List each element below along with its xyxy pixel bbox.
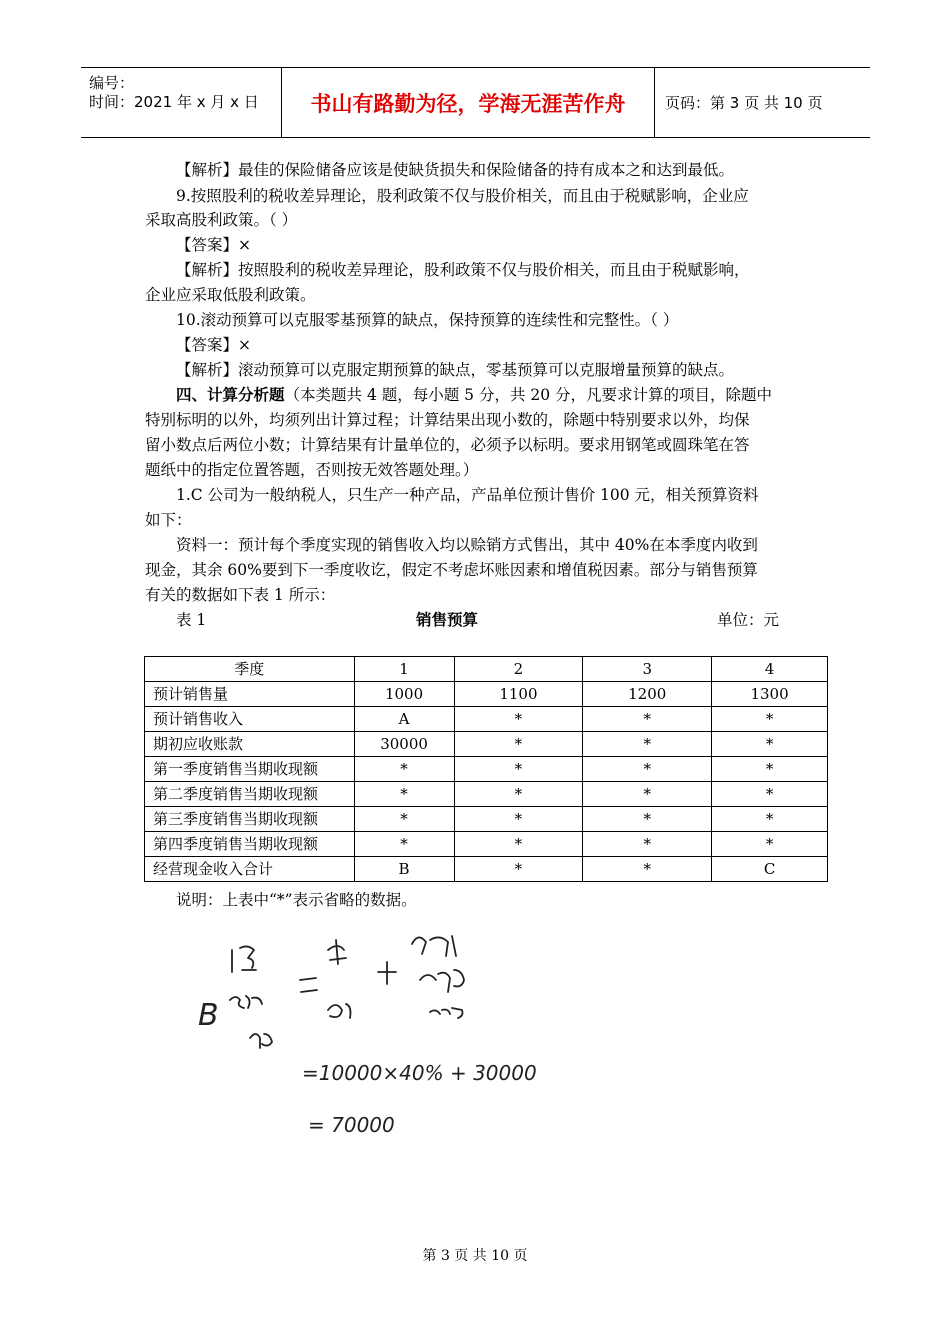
table-cell: 1200 <box>583 682 712 707</box>
table-cell: * <box>583 757 712 782</box>
table-cell: 1300 <box>712 682 828 707</box>
table-header-cell: 1 <box>354 657 454 682</box>
sales-budget-table <box>144 656 828 882</box>
table-row <box>145 682 828 707</box>
table-cell: 1100 <box>454 682 583 707</box>
table-cell: * <box>454 807 583 832</box>
table-cell: * <box>583 857 712 882</box>
handwritten-calc-1: =10000×40% + 30000 <box>302 1061 537 1085</box>
section-four-intro-3: 留小数点后两位小数；计算结果有计量单位的，必须予以标明。要求用钢笔或圆珠笔在答 <box>145 436 750 454</box>
table-title: 销售预算 <box>416 611 479 629</box>
table-header-row <box>145 657 828 682</box>
table-row-label: 预计销售量 <box>145 682 355 707</box>
section-four-heading <box>176 383 772 407</box>
table-cell: * <box>712 757 828 782</box>
table-cell: A <box>354 707 454 732</box>
section-four-intro: （本类题共 4 题，每小题 5 分，共 20 分，凡要求计算的项目，除题中 <box>284 386 773 404</box>
table-header-cell: 季度 <box>145 657 355 682</box>
table-row <box>145 757 828 782</box>
page-header <box>81 67 870 138</box>
table-cell: * <box>583 782 712 807</box>
table-cell: * <box>583 732 712 757</box>
analysis-9-cont: 企业应采取低股利政策。 <box>145 286 316 304</box>
header-motto: 书山有路勤为径，学海无涯苦作舟 <box>310 91 626 116</box>
question-10: 10.滚动预算可以克服零基预算的缺点，保持预算的连续性和完整性。（ ） <box>176 311 679 329</box>
table-cell: 1000 <box>354 682 454 707</box>
material-one: 资料一：预计每个季度实现的销售收入均以赊销方式售出，其中 40%在本季度内收到 <box>176 536 758 554</box>
table-cell: * <box>712 707 828 732</box>
table-note: 说明：上表中“*”表示省略的数据。 <box>176 891 417 909</box>
table-cell: * <box>454 782 583 807</box>
table-cell: * <box>454 857 583 882</box>
table-cell: C <box>712 857 828 882</box>
table-row-label: 第二季度销售当期收现额 <box>145 782 355 807</box>
table-header-cell: 3 <box>583 657 712 682</box>
table-row <box>145 832 828 857</box>
material-one-cont: 现金，其余 60%要到下一季度收讫，假定不考虑坏账因素和增值税因素。部分与销售预算 <box>145 561 758 579</box>
header-time-label: 时间：2021 年 x 月 x 日 <box>89 93 259 111</box>
table-row <box>145 807 828 832</box>
table-row <box>145 857 828 882</box>
table-number: 表 1 <box>176 611 207 629</box>
problem-1-cont: 如下： <box>145 511 192 529</box>
material-one-cont-2: 有关的数据如下表 1 所示： <box>145 586 336 604</box>
table-row-label: 预计销售收入 <box>145 707 355 732</box>
table-row <box>145 732 828 757</box>
analysis-line: 【解析】最佳的保险储备应该是使缺货损失和保险储备的持有成本之和达到最低。 <box>176 161 735 179</box>
table-cell: * <box>583 707 712 732</box>
table-cell: * <box>712 732 828 757</box>
header-number-label: 编号： <box>89 74 135 92</box>
table-row-label: 期初应收账款 <box>145 732 355 757</box>
header-page-cell <box>655 68 870 137</box>
question-9: 9.按照股利的税收差异理论，股利政策不仅与股价相关，而且由于税赋影响，企业应 <box>176 187 749 205</box>
table-cell: 30000 <box>354 732 454 757</box>
table-row-label: 第四季度销售当期收现额 <box>145 832 355 857</box>
table-body <box>145 657 828 882</box>
table-cell: * <box>583 832 712 857</box>
answer-9: 【答案】× <box>176 236 251 254</box>
table-cell: * <box>454 732 583 757</box>
header-motto-cell <box>282 68 655 137</box>
analysis-10: 【解析】滚动预算可以克服定期预算的缺点，零基预算可以克服增量预算的缺点。 <box>176 361 735 379</box>
header-meta <box>81 68 282 137</box>
table-cell: * <box>454 757 583 782</box>
table-cell: * <box>712 832 828 857</box>
section-four-intro-4: 题纸中的指定位置答题，否则按无效答题处理。） <box>145 461 479 479</box>
table-cell: B <box>354 857 454 882</box>
handwritten-letter-b: B <box>198 998 219 1033</box>
answer-10: 【答案】× <box>176 336 251 354</box>
table-header-cell: 4 <box>712 657 828 682</box>
analysis-9: 【解析】按照股利的税收差异理论，股利政策不仅与股价相关，而且由于税赋影响， <box>176 261 750 279</box>
table-cell: * <box>454 707 583 732</box>
table-cell: * <box>354 782 454 807</box>
page-footer: 第 3 页 共 10 页 <box>422 1248 528 1264</box>
table-unit: 单位：元 <box>717 611 780 629</box>
table-cell: * <box>712 782 828 807</box>
table-row <box>145 782 828 807</box>
section-four-intro-2: 特别标明的以外，均须列出计算过程；计算结果出现小数的，除题中特别要求以外，均保 <box>145 411 750 429</box>
table-row-label: 经营现金收入合计 <box>145 857 355 882</box>
table-row-label: 第一季度销售当期收现额 <box>145 757 355 782</box>
table-row-label: 第三季度销售当期收现额 <box>145 807 355 832</box>
table-cell: * <box>583 807 712 832</box>
question-9-cont: 采取高股利政策。（ ） <box>145 211 298 229</box>
table-row <box>145 707 828 732</box>
table-cell: * <box>354 832 454 857</box>
problem-1: 1.C 公司为一般纳税人，只生产一种产品，产品单位预计售价 100 元，相关预算资料 <box>176 486 759 504</box>
table-cell: * <box>454 832 583 857</box>
table-cell: * <box>712 807 828 832</box>
table-cell: * <box>354 757 454 782</box>
section-four-title: 四、计算分析题 <box>176 386 285 404</box>
table-cell: * <box>354 807 454 832</box>
table-header-cell: 2 <box>454 657 583 682</box>
handwritten-calc-2: = 70000 <box>308 1113 395 1137</box>
handwritten-notes <box>180 920 540 1150</box>
header-page-label: 页码：第 3 页 共 10 页 <box>665 94 823 112</box>
